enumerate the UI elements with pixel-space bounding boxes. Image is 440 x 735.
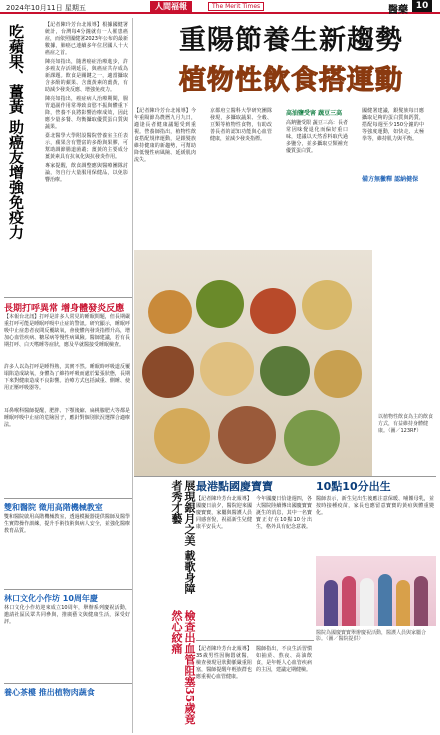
left-story-paragraph: 專家提醒，飲食調整應與醫療團隊討論，勿自行大量服用保健品，以免影響治療。 (45, 163, 128, 183)
main-story-column: 京都府立醫科大學研究團隊發現，多攝取蔬果、全穀、豆類等植物性食物，有助改善長者的認知功能與心血管健康，並減少發炎指標。 (210, 108, 272, 142)
national-day-baby-headline: 最港點國慶寶寶 (196, 480, 273, 493)
sidebar-text-hospital: 雙和醫院啟用高階機械教室，透過模擬器提供醫師及醫學生實際操作訓練，提升手術技術與病人安全，並強化醫療教育品質。 (4, 514, 130, 534)
section-name: 醫藥 (388, 5, 408, 16)
sidebar-text-workshop: 林口文化小作坊迎來成立10周年，舉辦系列慶祝活動，邀請社區民眾共同參與，推廣藝文與健康生活，深受好評。 (4, 605, 130, 625)
bottom-story-column: 【記者陳玲芳台北報導】35歲男性因胸悶就醫，檢查發現冠狀動脈嚴重阻塞，醫師提醒年輕族群也應重視心血管健康。 (196, 646, 252, 680)
main-headline-block (148, 18, 434, 106)
sidebar-headline-workshop: 林口文化小作坊 10周年慶 (4, 594, 98, 603)
left-story-paragraph: 臺北醫學大學附設醫院營養室主任表示，蘋果含有豐富的多酚與果膠，可幫助調節腸道菌叢；薑黃的主要成分薑黃素具有抗氧化與抗發炎作用。 (45, 133, 128, 160)
bottom-story-column: 醫師指出，不良生活習慣如抽菸、熬夜、高油飲食，是年輕人心血管疾病的主因，建議定期健檢。 (256, 646, 312, 673)
left-headline-line2: 助癌友增強免疫力 (7, 119, 25, 240)
column-divider (132, 18, 133, 733)
newspaper-logo-english: The Merit Times (208, 2, 264, 11)
bottom-vertical-headline-2: 檢查出血管阻塞35歲竟然心絞痛 (170, 610, 196, 725)
main-story-column: 【記者陳玲芳台北報導】今年重陽節為農曆九月九日，適逢長者健康議題受到重視。營養師指出，植物性飲食搭配規律運動，是銀髮族維持健康的新趨勢，可幫助降低慢性病風險、延緩肌肉流失。 (134, 108, 196, 163)
left-story-paragraph: 陳亮如指出，癌症病人治療期間，腸胃道副作用常導致食慾不振與體重下降，營養不良將影響治療成效，因此應少量多餐、均衡攝取優質蛋白質與蔬果。 (45, 96, 128, 130)
main-story-column: 高鈉鹽受限 蔬豆三高：長者常因味覺退化而偏好重口味，建議以天然香料取代過多鹽分，並多攝取豆類補充優質蛋白質。 (286, 120, 348, 154)
masthead (0, 0, 440, 14)
national-day-baby-photo (316, 556, 436, 626)
main-story-subhead: 備方無黴釋 認納健保 (362, 176, 419, 183)
food-photo (134, 250, 372, 476)
sidebar-headline-hospital: 雙和醫院 徵用高階機械教室 (4, 503, 103, 512)
national-day-baby-subheadline: 10點10分出生 (316, 480, 391, 493)
sidebar-headline-teahouse: 養心茶樓 推出植物肉蔬食 (4, 688, 95, 697)
bottom-story-column: 醫師表示，新生兒出生後應注意保暖、哺餵母乳，並按時接種疫苗，家長也應留意寶寶的黃疸與體重變化。 (316, 496, 434, 516)
main-story-column: 國健署建議，銀髮族每日應攝取足夠的蛋白質與鈣質，搭配每週至少150分鐘的中等強度運動，如快走、太極拳等，維持肌力與平衡。 (362, 108, 424, 142)
section-divider (196, 640, 314, 641)
bottom-vertical-headline: 展現銀月之美 載歌身障者秀才藝 (170, 480, 196, 594)
sidebar-text-snoring: 【本報台北訊】打呼是許多人常見的睡眠問題，但長期嚴重打呼可能是睡眠呼吸中止症的警訊。研究顯示，睡眠呼吸中止症患者夜間反覆缺氧，會使體內發炎指標升高，增加心血管疾病、糖尿病等慢性病風險。醫師建議，若有長期打呼、白天嗜睡等症狀，應及早就醫接受睡眠檢查。 (4, 314, 130, 348)
section-divider (4, 683, 132, 684)
section-divider (4, 498, 132, 499)
page-number: 10 (412, 0, 432, 12)
left-story-body (45, 22, 128, 186)
newspaper-logo: 人間福報 (150, 1, 192, 12)
main-story-subhead: 高油鹽受害 蔬豆三高 (286, 110, 343, 117)
main-headline: 重陽節養生新趨勢 (179, 25, 403, 56)
food-photo-caption: 以植物性飲食為主的飲食方式，有益維持身體健康。（圖／123RF） (378, 414, 434, 434)
sidebar-headline-snoring: 長期打呼異常 增身體發炎反應 (4, 304, 125, 314)
left-headline-line1: 吃蘋果、薑黃 (7, 24, 25, 114)
sidebar-text-snoring-2: 許多人以為打呼是睡得熟，其實不然。睡眠時呼吸道反覆塌陷造成缺氧，身體為了維持呼吸而處於緊張狀態，長期下來對健康造成不良影響。治療方式包括減重、側睡、使用正壓呼吸器等。 (4, 364, 130, 391)
section-divider (134, 476, 436, 477)
section-divider (4, 297, 132, 298)
left-story-paragraph: 陳亮如指出，隨著癌症治療進步，許多癌友存活期延長，與癌症共存成為新課題。飲食是關鍵之一，適當攝取含多酚的蘋果、含薑黃素的薑黃，有助減少發炎反應、增強免疫力。 (45, 59, 128, 93)
issue-date: 2024年10月11日 星期五 (6, 4, 86, 12)
left-story-paragraph: 【記者陳玲芳台北報導】根據國健署統計，台灣每4分鐘就有一人罹患癌症，而依照國健署2023年公布的最新數據，肺癌已連續多年位居國人十大癌症之首。 (45, 22, 128, 56)
sidebar-text-snoring-3: 耳鼻喉科醫師提醒，肥胖、下顎後縮、扁桃腺肥大等都是睡眠呼吸中止症的危險因子，應針對個別狀況選擇合適療法。 (4, 408, 130, 428)
bottom-story-column: 今年國慶日恰逢週四，各大醫院陸續傳出國慶寶寶誕生的消息，其中一名寶寶正好在10點10分出生，格外具有紀念意義。 (256, 496, 312, 530)
left-story-headline (6, 24, 24, 239)
bottom-story-column: 【記者陳玲芳台北報導】國慶日前夕，醫院迎來國慶寶寶，家屬與醫護人員同感喜悅，祝福新生兒健康平安長大。 (196, 496, 252, 530)
baby-photo-caption: 醫院為國慶寶寶舉辦慶祝活動，醫護人員與家屬合影。（圖／醫院提供） (316, 630, 427, 642)
main-subheadline: 植物性飲食搭運動 (179, 65, 403, 96)
section-divider (4, 589, 132, 590)
